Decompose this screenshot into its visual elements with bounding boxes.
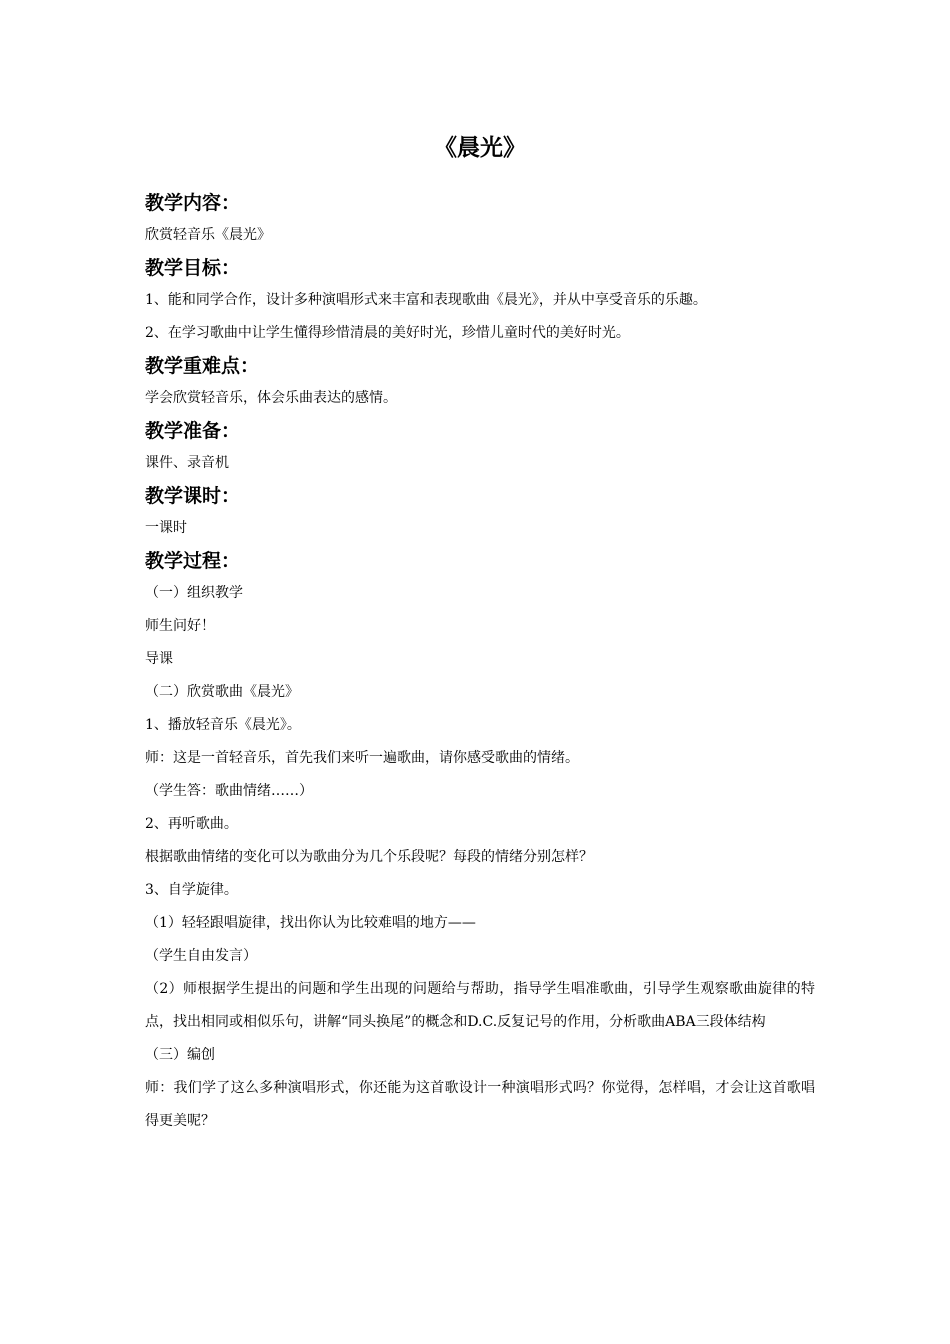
duration-text: 一课时 (145, 520, 187, 536)
heading-duration: 教学课时： (145, 485, 241, 507)
process-step: （三）编创 (145, 1047, 215, 1063)
heading-preparation: 教学准备： (145, 420, 241, 442)
process-step: 2、再听歌曲。 (145, 816, 238, 832)
process-step: （学生答：歌曲情绪……） (145, 783, 313, 799)
process-step: 导课 (145, 651, 173, 667)
process-step: （2）师根据学生提出的问题和学生出现的问题给与帮助，指导学生唱准歌曲，引导学生观察歌曲旋律的特点，找出相同或相似乐句，讲解“同头换尾”的概念和D.C.反复记号的作用，分析歌曲ABA三段体结构 (145, 981, 815, 1030)
teaching-content-text: 欣赏轻音乐《晨光》 (145, 227, 271, 243)
heading-teaching-goals: 教学目标： (145, 257, 241, 279)
goal-item-2: 2、在学习歌曲中让学生懂得珍惜清晨的美好时光，珍惜儿童时代的美好时光。 (145, 325, 630, 341)
process-step: 师生问好！ (145, 618, 215, 634)
process-step: 根据歌曲情绪的变化可以为歌曲分为几个乐段呢？每段的情绪分别怎样？ (145, 849, 593, 865)
process-step: 师：这是一首轻音乐，首先我们来听一遍歌曲，请你感受歌曲的情绪。 (145, 750, 579, 766)
document-title: 《晨光》 (434, 135, 526, 161)
heading-teaching-content: 教学内容： (145, 192, 241, 214)
process-step: （1）轻轻跟唱旋律，找出你认为比较难唱的地方—— (145, 915, 476, 931)
preparation-text: 课件、录音机 (145, 455, 229, 471)
document-body (145, 130, 815, 1138)
process-step: 1、播放轻音乐《晨光》。 (145, 717, 301, 733)
heading-key-points: 教学重难点： (145, 355, 260, 377)
process-step: 3、自学旋律。 (145, 882, 238, 898)
process-step: （学生自由发言） (145, 948, 257, 964)
goal-item-1: 1、能和同学合作，设计多种演唱形式来丰富和表现歌曲《晨光》，并从中享受音乐的乐趣。 (145, 292, 707, 308)
key-points-text: 学会欣赏轻音乐，体会乐曲表达的感情。 (145, 390, 397, 406)
process-step: 师：我们学了这么多种演唱形式，你还能为这首歌设计一种演唱形式吗？你觉得，怎样唱，才会让这首歌唱得更美呢？ (145, 1080, 815, 1129)
heading-process: 教学过程： (145, 550, 241, 572)
process-step: （一）组织教学 (145, 585, 243, 601)
process-step: （二）欣赏歌曲《晨光》 (145, 684, 299, 700)
